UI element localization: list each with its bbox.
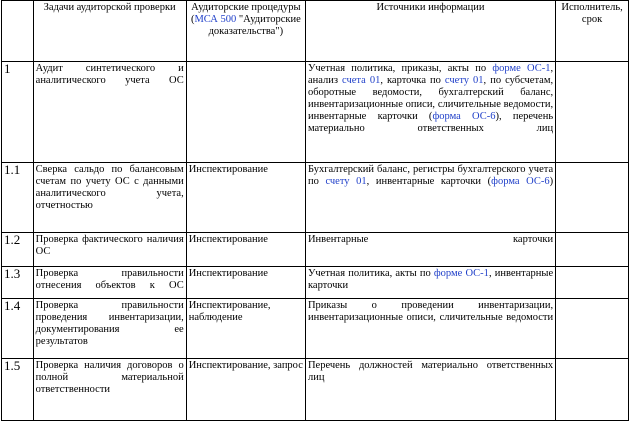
table-row: [2, 299, 629, 359]
audit-procedure-cell: Инспектирование, запрос: [186, 359, 305, 421]
audit-procedure-cell: Инспектирование: [186, 163, 305, 233]
header-sources: Источники информации: [305, 1, 555, 62]
audit-task-cell: Проверка фактического наличия ОС: [33, 233, 186, 267]
document-form-link[interactable]: форме ОС-1: [492, 63, 551, 74]
row-number: 1: [2, 62, 34, 163]
source-text: , инвентарные карточки: [307, 268, 554, 291]
audit-task-cell: Проверка наличия договоров о полной материальной ответственности: [33, 359, 186, 421]
source-text: , карточка по: [380, 75, 445, 86]
row-number: 1.2: [2, 233, 34, 267]
table-row: [2, 267, 629, 299]
table-row: [2, 163, 629, 233]
executor-deadline-cell: [556, 299, 629, 359]
header-tasks: Задачи аудиторской проверки: [33, 1, 186, 62]
row-number: 1.5: [2, 359, 34, 421]
document-form-link[interactable]: форме ОС-1: [433, 268, 489, 279]
source-text: Бухгалтерский баланс, регистры бухгалтерского учета по: [307, 164, 554, 187]
table-row: [2, 62, 629, 163]
source-text: , по субсчетам, оборотные ведомости, бухгалтерский баланс, инвентаризационные описи, сличительные ведомости, инвентарные карточки (: [307, 75, 554, 122]
audit-task-cell: Проверка правильности проведения инвентаризации, документирования ее результатов: [33, 299, 186, 359]
source-text: Инвентарные карточки: [307, 234, 554, 245]
header-procedures-text-b: "Аудиторские доказательства"): [208, 14, 301, 37]
audit-procedure-cell: Инспектирование: [186, 267, 305, 299]
source-text: Учетная политика, приказы, акты по: [307, 63, 493, 74]
isa-500-link[interactable]: МСА 500: [194, 14, 237, 25]
row-number: 1.3: [2, 267, 34, 299]
table-header-row: [2, 1, 629, 62]
document-form-link[interactable]: форма ОС-6: [491, 176, 550, 187]
audit-procedure-cell: [186, 62, 305, 163]
source-text: , инвентарные карточки (: [366, 176, 492, 187]
source-text: ): [549, 176, 554, 187]
executor-deadline-cell: [556, 267, 629, 299]
row-number: 1.4: [2, 299, 34, 359]
source-text: Перечень должностей материально ответственных лиц: [307, 360, 554, 383]
executor-deadline-cell: [556, 233, 629, 267]
document-form-link[interactable]: счету 01: [444, 75, 484, 86]
audit-plan-table: [1, 0, 629, 421]
source-text: ), перечень материально ответственных лиц: [307, 111, 554, 134]
audit-procedure-cell: Инспектирование: [186, 233, 305, 267]
information-sources-cell: [305, 163, 555, 233]
row-number: 1.1: [2, 163, 34, 233]
information-sources-cell: [305, 299, 555, 359]
information-sources-cell: [305, 267, 555, 299]
audit-procedure-cell: Инспектирование, наблюдение: [186, 299, 305, 359]
header-procedures-text-a: Аудиторские процедуры (: [190, 2, 301, 25]
audit-task-cell: Сверка сальдо по балансовым счетам по учету ОС с данными аналитического учета, отчетностью: [33, 163, 186, 233]
table-row: [2, 233, 629, 267]
source-text: , анализ: [307, 63, 554, 86]
document-form-link[interactable]: счету 01: [325, 176, 367, 187]
header-executor: Исполнитель, срок: [556, 1, 629, 62]
information-sources-cell: [305, 62, 555, 163]
executor-deadline-cell: [556, 163, 629, 233]
source-text: Учетная политика, акты по: [307, 268, 434, 279]
document-form-link[interactable]: форма ОС-6: [432, 111, 496, 122]
information-sources-cell: [305, 233, 555, 267]
source-text: Приказы о проведении инвентаризации, инвентаризационные описи, сличительные ведомости: [307, 300, 554, 323]
table-row: [2, 359, 629, 421]
audit-task-cell: Проверка правильности отнесения объектов к ОС: [33, 267, 186, 299]
header-number: [2, 1, 34, 62]
document-form-link[interactable]: счета 01: [342, 75, 381, 86]
audit-task-cell: Аудит синтетического и аналитического учета ОС: [33, 62, 186, 163]
executor-deadline-cell: [556, 359, 629, 421]
header-procedures: [186, 1, 305, 62]
executor-deadline-cell: [556, 62, 629, 163]
information-sources-cell: [305, 359, 555, 421]
